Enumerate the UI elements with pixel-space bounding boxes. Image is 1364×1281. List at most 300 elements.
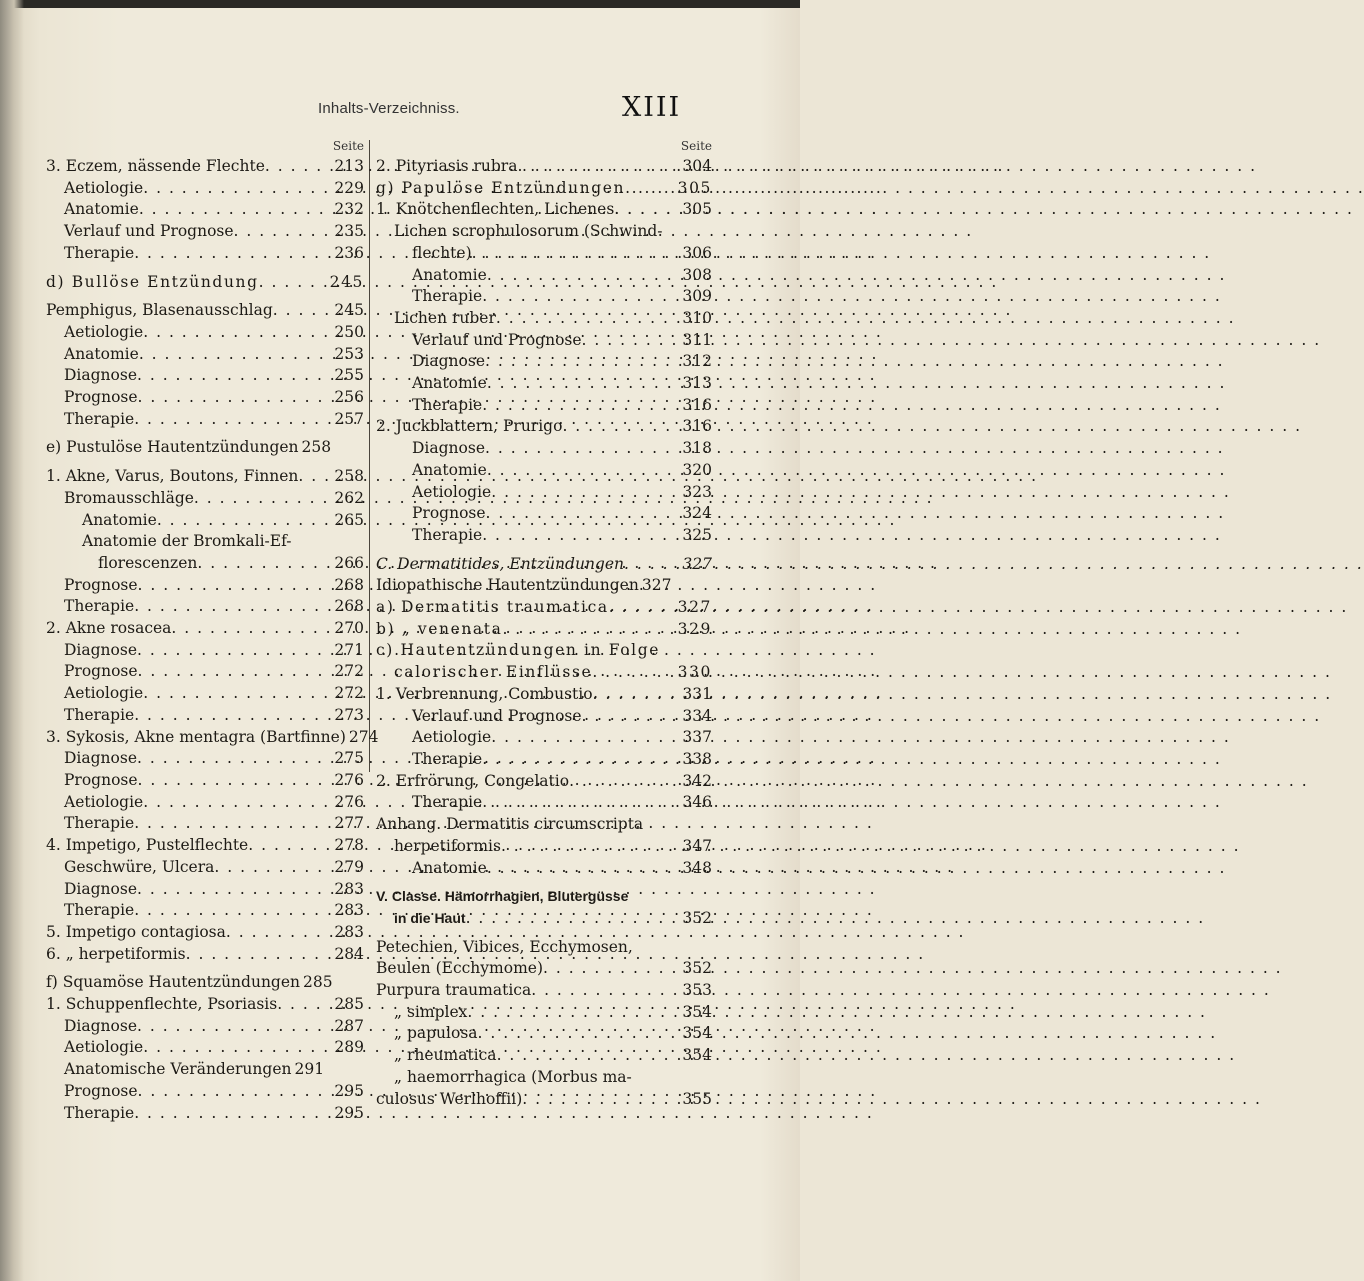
dot-leader: [482, 792, 679, 814]
dot-leader: [277, 994, 331, 1016]
entry-title: Anatomie: [412, 265, 487, 284]
dot-leader: [487, 460, 680, 482]
dot-leader: [137, 640, 331, 662]
entry-page: 327: [641, 576, 672, 595]
toc-entry[interactable]: [46, 178, 364, 200]
toc-entry[interactable]: [376, 482, 712, 504]
dot-leader: [143, 322, 331, 344]
entry-title: Therapie: [412, 749, 483, 768]
toc-entry[interactable]: [46, 1059, 364, 1081]
toc-entry[interactable]: [376, 554, 712, 576]
entry-page: 331: [682, 684, 712, 703]
toc-entry[interactable]: [376, 836, 712, 858]
toc-entry[interactable]: [46, 488, 364, 510]
entry-title: Diagnose: [64, 749, 137, 768]
dot-leader: [143, 1037, 331, 1059]
dot-leader: [137, 365, 331, 387]
toc-entry[interactable]: [46, 272, 364, 294]
dot-leader: [138, 661, 332, 683]
entry-page: 354: [682, 1024, 712, 1043]
dot-leader: [522, 1089, 679, 1111]
entry-page: 245: [329, 272, 364, 291]
entry-page: 273: [334, 705, 364, 724]
entry-title: Aetiologie: [64, 1038, 144, 1057]
toc-entry-continued: V. Classe. Hämorrhagien, Blutergüsse: [376, 888, 629, 905]
entry-page: 285: [334, 995, 364, 1014]
toc-entry-continued: Petechien, Vibices, Ecchymosen,: [376, 937, 633, 956]
dot-leader: [138, 387, 332, 409]
seite-label: Seite: [680, 139, 712, 153]
toc-entry[interactable]: [46, 879, 364, 901]
toc-entry[interactable]: [376, 792, 712, 814]
entry-page: 283: [334, 922, 364, 941]
dot-leader: [467, 1002, 679, 1024]
entry-page: 353: [682, 981, 712, 1000]
dot-leader: [625, 178, 674, 200]
toc-entry[interactable]: [46, 1037, 364, 1059]
entry-page: 258: [334, 467, 364, 486]
entry-page: 316: [682, 417, 712, 436]
entry-page: 283: [334, 879, 364, 898]
dot-leader: [273, 300, 332, 322]
toc-entry[interactable]: [46, 661, 364, 683]
toc-entry-continued: „ haemorrhagica (Morbus ma-: [394, 1067, 632, 1086]
toc-entry[interactable]: [376, 243, 712, 265]
entry-title: Therapie: [412, 793, 483, 812]
entry-page: 236: [334, 243, 364, 262]
toc-entry[interactable]: [376, 1023, 712, 1045]
entry-page: 253: [334, 344, 364, 363]
entry-page: 354: [682, 1002, 712, 1021]
dot-leader: [265, 156, 332, 178]
entry-page: 316: [682, 395, 712, 414]
entry-title: Aetiologie: [412, 728, 492, 747]
entry-title: Bromausschläge: [64, 488, 194, 507]
entry-title: Therapie: [64, 243, 135, 262]
dot-leader: [614, 199, 679, 221]
entry-page: 284: [334, 944, 364, 963]
entry-page: 262: [334, 488, 364, 507]
dot-leader: [138, 575, 332, 597]
entry-title: 2. Erfrörung, Congelatio: [376, 771, 570, 790]
toc-entry[interactable]: [376, 308, 712, 330]
entry-page: 306: [682, 243, 712, 262]
entry-title: 2. Pityriasis rubra: [376, 157, 518, 175]
entry-page: 275: [334, 749, 364, 768]
entry-page: 256: [334, 388, 364, 407]
entry-title: Diagnose: [64, 640, 137, 659]
dot-leader: [194, 488, 331, 510]
entry-title: Diagnose: [64, 366, 137, 385]
toc-entry[interactable]: [376, 525, 712, 547]
toc-entry[interactable]: [376, 706, 712, 728]
dot-leader: [531, 980, 679, 1002]
entry-title: „ rheumatica: [394, 1046, 497, 1065]
toc-entry[interactable]: [46, 640, 364, 662]
entry-title: C. Dermatitides, Entzündungen: [376, 554, 625, 573]
entry-page: 327: [677, 598, 712, 617]
entry-title: b) „ venenata: [376, 619, 503, 638]
entry-title: Anatomie: [64, 344, 139, 363]
dot-leader: [517, 156, 679, 178]
toc-entry[interactable]: [46, 835, 364, 857]
dot-leader: [592, 662, 674, 684]
entry-page: 312: [682, 352, 712, 371]
toc-entry[interactable]: [376, 416, 712, 438]
entry-page: 308: [682, 265, 712, 284]
dot-leader: [186, 944, 332, 966]
dot-leader: [137, 879, 331, 901]
dot-leader: [234, 221, 332, 243]
entry-page: 272: [334, 684, 364, 703]
toc-entry[interactable]: [376, 980, 712, 1002]
dot-leader: [137, 748, 331, 770]
toc-entry[interactable]: [376, 1045, 712, 1067]
entry-title: florescenzen: [98, 553, 198, 572]
dot-leader: [134, 813, 331, 835]
entry-title: 1. Akne, Varus, Boutons, Finnen: [46, 467, 299, 486]
seite-label: Seite: [332, 139, 364, 153]
entry-title: Prognose: [64, 575, 138, 594]
dot-leader: [134, 900, 331, 922]
toc-entry[interactable]: [376, 1089, 712, 1111]
toc-entry[interactable]: [46, 922, 364, 944]
entry-page: 305: [677, 178, 712, 197]
entry-title: Aetiologie: [412, 482, 492, 501]
toc-entry[interactable]: [376, 373, 712, 395]
toc-column-left: [46, 138, 379, 1124]
entry-title: Therapie: [64, 409, 135, 428]
toc-entry[interactable]: [46, 387, 364, 409]
entry-title: 6. „ herpetiformis: [46, 944, 186, 963]
entry-title: Aetiologie: [64, 178, 144, 197]
entry-page: 305: [682, 200, 712, 219]
toc-entry[interactable]: [46, 510, 364, 532]
dot-leader: [143, 792, 331, 814]
entry-title: Therapie: [412, 395, 483, 414]
toc-entry[interactable]: [46, 300, 364, 322]
entry-title: Prognose: [64, 388, 138, 407]
toc-entry[interactable]: [46, 618, 364, 640]
entry-page: 266: [334, 553, 364, 572]
entry-title: Anatomische Veränderungen: [64, 1060, 292, 1079]
entry-page: 318: [682, 439, 712, 458]
dot-leader: [143, 683, 331, 705]
toc-entry[interactable]: [376, 771, 712, 793]
toc-entry-continued: c) Hautentzündungen in Folge: [376, 641, 660, 660]
entry-page: 276: [334, 770, 364, 789]
dot-leader: [134, 1103, 331, 1125]
toc-entry-continued: Lichen scrophulosorum (Schwind-: [394, 222, 663, 241]
entry-title: 1. Schuppenflechte, Psoriasis: [46, 995, 278, 1014]
entry-page: 229: [334, 178, 364, 197]
toc-entry[interactable]: [376, 575, 712, 597]
toc-entry[interactable]: [376, 156, 712, 178]
toc-entry[interactable]: [46, 994, 364, 1016]
dot-leader: [134, 243, 331, 265]
entry-title: Geschwüre, Ulcera: [64, 857, 215, 876]
toc-entry[interactable]: [46, 1016, 364, 1038]
dot-leader: [214, 857, 331, 879]
dot-leader: [496, 308, 680, 330]
entry-page: 258: [301, 438, 332, 457]
entry-title: Lichen ruber: [394, 308, 496, 327]
scan-binding-shadow: [0, 0, 24, 1281]
entry-title: Prognose: [64, 1081, 138, 1100]
entry-title: Prognose: [64, 770, 138, 789]
entry-title: Anatomie: [412, 858, 487, 877]
toc-entry[interactable]: [376, 684, 712, 706]
entry-page: 283: [334, 901, 364, 920]
dot-leader: [609, 597, 675, 619]
entry-title: Diagnose: [64, 1016, 137, 1035]
toc-entry[interactable]: [46, 437, 364, 459]
running-title: Inhalts-Verzeichniss.: [318, 100, 460, 117]
entry-title: 2. Juckblattern, Prurigo: [376, 417, 563, 436]
dot-leader: [137, 1016, 331, 1038]
entry-page: 310: [682, 308, 712, 327]
dot-leader: [259, 272, 327, 294]
entry-title: Verlauf und Prognose: [412, 706, 582, 725]
entry-title: Therapie: [64, 814, 135, 833]
dot-leader: [487, 373, 680, 395]
entry-page: 285: [303, 973, 333, 992]
toc-entry[interactable]: [376, 958, 712, 980]
dot-leader: [248, 835, 331, 857]
toc-entry[interactable]: [376, 265, 712, 287]
toc-entry[interactable]: [376, 908, 712, 930]
dot-leader: [138, 1081, 332, 1103]
entry-title: Anatomie: [412, 460, 487, 479]
entry-title: Therapie: [64, 597, 135, 616]
toc-entry[interactable]: [376, 619, 712, 641]
entry-page: 338: [682, 749, 712, 768]
entry-title: Beulen (Ecchymome): [376, 959, 543, 978]
toc-entry[interactable]: [376, 286, 712, 308]
toc-entry[interactable]: [46, 409, 364, 431]
dot-leader: [472, 243, 680, 265]
entry-title: Anatomie: [82, 510, 157, 529]
entry-title: Therapie: [64, 901, 135, 920]
dot-leader: [139, 344, 332, 366]
dot-leader: [501, 836, 679, 858]
toc-entry[interactable]: [46, 365, 364, 387]
entry-page: 279: [334, 857, 364, 876]
toc-entry[interactable]: [376, 460, 712, 482]
entry-title: 1. Verbrennung, Combustio: [376, 684, 593, 703]
entry-title: Anatomie: [64, 200, 139, 219]
entry-title: 1. Knötchenflechten, Lichenes: [376, 200, 615, 219]
toc-entry[interactable]: [46, 199, 364, 221]
toc-entry[interactable]: [46, 944, 364, 966]
entry-title: 4. Impetigo, Pustelflechte: [46, 836, 249, 855]
entry-title: flechte): [412, 243, 472, 262]
dot-leader: [226, 922, 332, 944]
toc-entry[interactable]: [46, 596, 364, 618]
dot-leader: [138, 770, 332, 792]
toc-entry[interactable]: [46, 748, 364, 770]
toc-entry[interactable]: [46, 770, 364, 792]
entry-page: 257: [334, 409, 364, 428]
toc-entry[interactable]: [46, 705, 364, 727]
dot-leader: [478, 1023, 680, 1045]
entry-title: „ simplex: [394, 1002, 468, 1021]
toc-entry[interactable]: [46, 900, 364, 922]
dot-leader: [582, 330, 680, 352]
entry-page: 320: [682, 460, 712, 479]
toc-entry[interactable]: [46, 221, 364, 243]
toc-entry[interactable]: [46, 466, 364, 488]
dot-leader: [497, 1045, 680, 1067]
toc-entry[interactable]: [46, 1081, 364, 1103]
entry-title: 3. Sykosis, Akne mentagra (Bartfinne): [46, 727, 346, 746]
entry-title: Verlauf und Prognose: [64, 222, 234, 241]
toc-entry[interactable]: [376, 438, 712, 460]
entry-page: 245: [334, 301, 364, 320]
entry-page: 272: [334, 662, 364, 681]
entry-title: Verlauf und Prognose: [412, 330, 582, 349]
entry-title: calorischer Einflüsse: [394, 663, 593, 682]
dot-leader: [485, 351, 679, 373]
toc-entry[interactable]: [46, 344, 364, 366]
entry-page: 291: [294, 1060, 325, 1079]
dot-leader: [543, 958, 679, 980]
dot-leader: [569, 771, 679, 793]
entry-page: 327: [682, 554, 712, 573]
dot-leader: [482, 395, 679, 417]
entry-page: 265: [334, 510, 364, 529]
entry-page: 334: [682, 706, 712, 725]
entry-page: 213: [334, 157, 364, 175]
entry-title: in die Haut: [394, 909, 466, 926]
dot-leader: [139, 199, 332, 221]
entry-page: 276: [334, 792, 364, 811]
entry-page: 348: [682, 858, 712, 877]
entry-page: 329: [677, 619, 712, 638]
entry-title: Purpura traumatica: [376, 981, 532, 1000]
dot-leader: [171, 618, 331, 640]
toc-entry[interactable]: [376, 199, 712, 221]
dot-leader: [491, 482, 679, 504]
entry-title: Pemphigus, Blasenausschlag: [46, 301, 273, 320]
toc-entry[interactable]: [376, 330, 712, 352]
entry-page: 274: [348, 727, 379, 746]
toc-entry[interactable]: [376, 178, 712, 200]
entry-title: g) Papulöse Entzündungen: [376, 178, 626, 197]
entry-page: 235: [334, 222, 364, 241]
toc-entry[interactable]: [46, 813, 364, 835]
toc-entry[interactable]: [376, 858, 712, 880]
entry-page: 330: [677, 663, 712, 682]
entry-title: 3. Eczem, nässende Flechte: [46, 157, 265, 175]
page-number: XIII: [622, 92, 682, 123]
toc-entry[interactable]: [46, 972, 364, 994]
toc-entry[interactable]: [376, 503, 712, 525]
dot-leader: [298, 466, 331, 488]
dot-leader: [491, 727, 679, 749]
entry-page: 311: [682, 330, 712, 349]
toc-entry[interactable]: [46, 575, 364, 597]
entry-page: 232: [334, 200, 364, 219]
dot-leader: [487, 265, 680, 287]
toc-entry[interactable]: [376, 1002, 712, 1024]
entry-page: 337: [682, 728, 712, 747]
toc-entry[interactable]: [46, 683, 364, 705]
dot-leader: [157, 510, 332, 532]
entry-page: 347: [682, 836, 712, 855]
toc-entry[interactable]: [376, 351, 712, 373]
entry-page: 270: [334, 619, 364, 638]
dot-leader: [134, 409, 331, 431]
toc-entry[interactable]: [376, 749, 712, 771]
entry-title: f) Squamöse Hautentzündungen: [46, 973, 301, 992]
entry-title: Therapie: [412, 525, 483, 544]
toc-entry[interactable]: [376, 727, 712, 749]
entry-title: Therapie: [412, 287, 483, 306]
entry-title: Idiopathische Hautentzündungen: [376, 576, 639, 595]
dot-leader: [482, 525, 679, 547]
toc-entry[interactable]: [46, 727, 379, 749]
entry-page: 271: [334, 640, 364, 659]
scan-top-edge: [0, 0, 800, 8]
entry-page: 354: [682, 1046, 712, 1065]
entry-page: 324: [682, 504, 712, 523]
entry-page: 278: [334, 836, 364, 855]
entry-page: 355: [682, 1089, 712, 1108]
entry-page: 250: [334, 322, 364, 341]
toc-entry[interactable]: [376, 395, 712, 417]
entry-page: 287: [334, 1016, 364, 1035]
entry-title: Aetiologie: [64, 792, 144, 811]
dot-leader: [482, 749, 679, 771]
entry-title: d) Bullöse Entzündung: [46, 272, 259, 291]
entry-page: 295: [334, 1103, 364, 1122]
entry-page: 323: [682, 482, 712, 501]
entry-page: 309: [682, 287, 712, 306]
entry-page: 313: [682, 374, 712, 393]
entry-page: 268: [334, 597, 364, 616]
entry-title: culosus Werlhoffii): [376, 1089, 523, 1108]
toc-column-right: [376, 138, 712, 1110]
dot-leader: [624, 554, 679, 576]
toc-entry[interactable]: [46, 553, 364, 575]
entry-title: Therapie: [64, 705, 135, 724]
entry-page: 352: [682, 908, 712, 927]
toc-entry[interactable]: [46, 243, 364, 265]
dot-leader: [582, 706, 680, 728]
toc-entry[interactable]: [46, 857, 364, 879]
entry-title: 5. Impetigo contagiosa: [46, 922, 226, 941]
dot-leader: [134, 596, 331, 618]
toc-entry[interactable]: [376, 662, 712, 684]
entry-page: 342: [682, 771, 712, 790]
dot-leader: [482, 286, 679, 308]
entry-page: 325: [682, 525, 712, 544]
entry-page: 268: [334, 575, 364, 594]
toc-entry[interactable]: [46, 322, 364, 344]
dot-leader: [486, 503, 680, 525]
toc-entry[interactable]: [376, 597, 712, 619]
toc-entry[interactable]: [46, 156, 364, 178]
dot-leader: [593, 684, 680, 706]
entry-title: Diagnose: [412, 439, 485, 458]
toc-entry[interactable]: [46, 792, 364, 814]
dot-leader: [466, 908, 680, 930]
dot-leader: [562, 416, 679, 438]
toc-entry[interactable]: [46, 1103, 364, 1125]
entry-title: Diagnose: [412, 352, 485, 371]
dot-leader: [143, 178, 331, 200]
